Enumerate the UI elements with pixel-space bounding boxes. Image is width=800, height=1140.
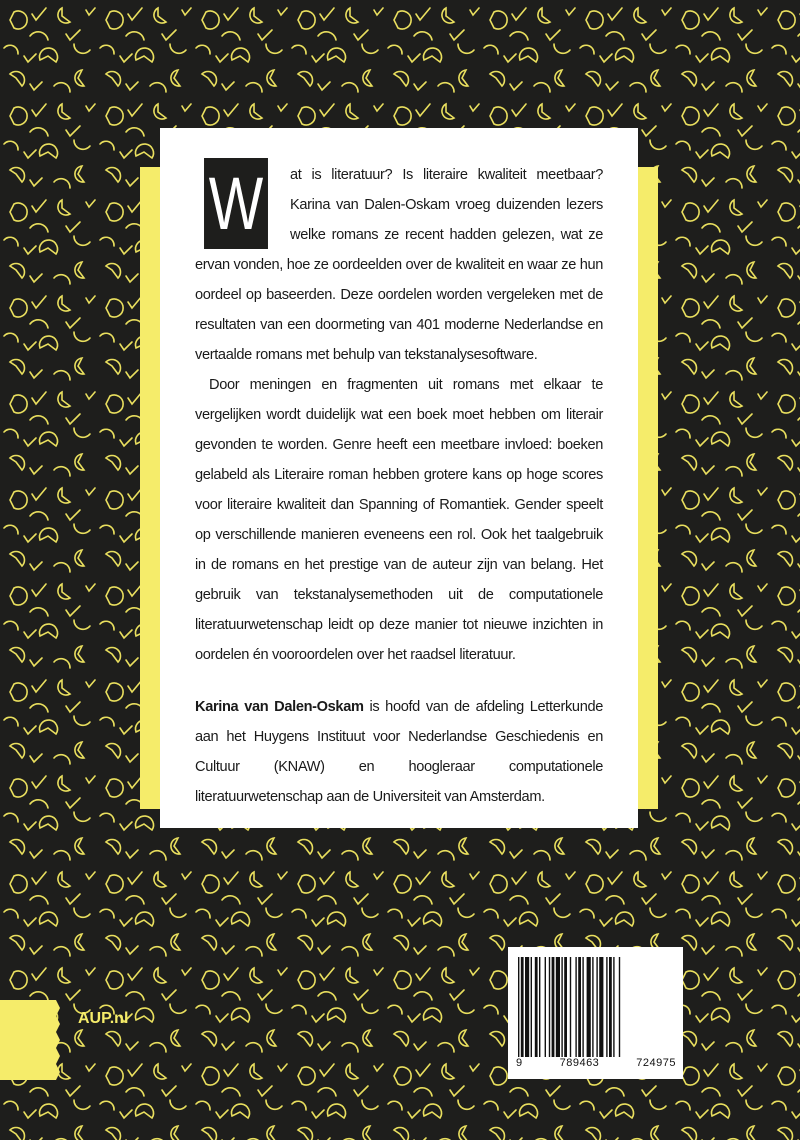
barcode-bar [570, 957, 571, 1057]
author-bio [195, 692, 603, 812]
barcode-digit-group-1: 789463 [559, 1057, 600, 1069]
barcode-bar [539, 957, 540, 1057]
author-name: Karina van Dalen-Oskam [195, 699, 364, 715]
barcode-bar [564, 957, 567, 1057]
barcode-bar [521, 957, 524, 1057]
barcode-bar [582, 957, 583, 1057]
barcode-bar [549, 957, 550, 1057]
barcode-bar [592, 957, 593, 1057]
barcode-bar [596, 957, 597, 1057]
blurb-paragraph-1 [195, 160, 603, 370]
publisher-url[interactable]: AUP.nl [78, 1010, 129, 1027]
blurb-paragraph-2: Door meningen en fragmenten uit romans met elkaar te vergelijken wordt duidelijk wat een boek moet hebben om literair gevonden te worden. Genre heeft een meetbare invloed: boeken gelabeld als Literaire roman hebben grotere kans op hoge scores voor literaire kwaliteit dan Spanning of Romantiek. Gender speelt op verschillende manieren eveneens een rol. Ook het taalgebruik in de romans en het prestige van de auteur zijn van belang. Het gebruik van tekstanalysemethoden uit de computationele literatuurwetenschap leidt op deze manier tot nieuwe inzichten in oordelen én vooroordelen over het raadsel literatuur. [195, 377, 603, 663]
yellow-accent-bar-left [140, 167, 162, 809]
barcode-bar [535, 957, 538, 1057]
isbn-barcode [508, 947, 683, 1079]
barcode-bar [545, 957, 546, 1057]
blurb-text [195, 160, 603, 812]
barcode-bar [578, 957, 581, 1057]
barcode-bar [518, 957, 519, 1057]
barcode-bar [575, 957, 576, 1057]
barcode-bar [561, 957, 562, 1057]
blurb-panel [160, 128, 638, 828]
barcode-digit-prefix: 9 [516, 1057, 523, 1069]
barcode-bar [606, 957, 607, 1057]
barcode-bar [609, 957, 612, 1057]
paragraph-1-text: at is literatuur? Is literaire kwaliteit meetbaar? Karina van Dalen-Oskam vroeg duizenden lezers welke romans ze recent hadden gelezen, wat ze ervan vonden, hoe ze oordeelden over de kwaliteit en waar ze hun oordeel op baseerden. Deze oordelen worden vergeleken met de resultaten van een doormeting van 401 moderne Nederlandse en vertaalde romans met behulp van tekstanalysesoftware. [195, 167, 603, 363]
barcode-bar [599, 957, 603, 1057]
barcode-bars [518, 957, 676, 1057]
yellow-accent-bar-right [636, 167, 658, 809]
dropcap-letter: W [204, 158, 268, 249]
barcode-bar [556, 957, 560, 1057]
barcode-bar [552, 957, 555, 1057]
author-bio-text: is hoofd van de afdeling Letterkunde aan het Huygens Instituut voor Nederlandse Geschiedenis en Cultuur (KNAW) en hoogleraar computationele literatuurwetenschap aan de Universiteit van Amsterdam. [195, 699, 603, 805]
barcode-bar [587, 957, 591, 1057]
barcode-digit-group-2: 724975 [636, 1057, 676, 1069]
barcode-bar [613, 957, 614, 1057]
barcode-digits [516, 1057, 676, 1069]
barcode-bar [531, 957, 532, 1057]
barcode-bar [619, 957, 620, 1057]
barcode-bar [525, 957, 529, 1057]
aup-logo-icon [0, 1000, 70, 1080]
